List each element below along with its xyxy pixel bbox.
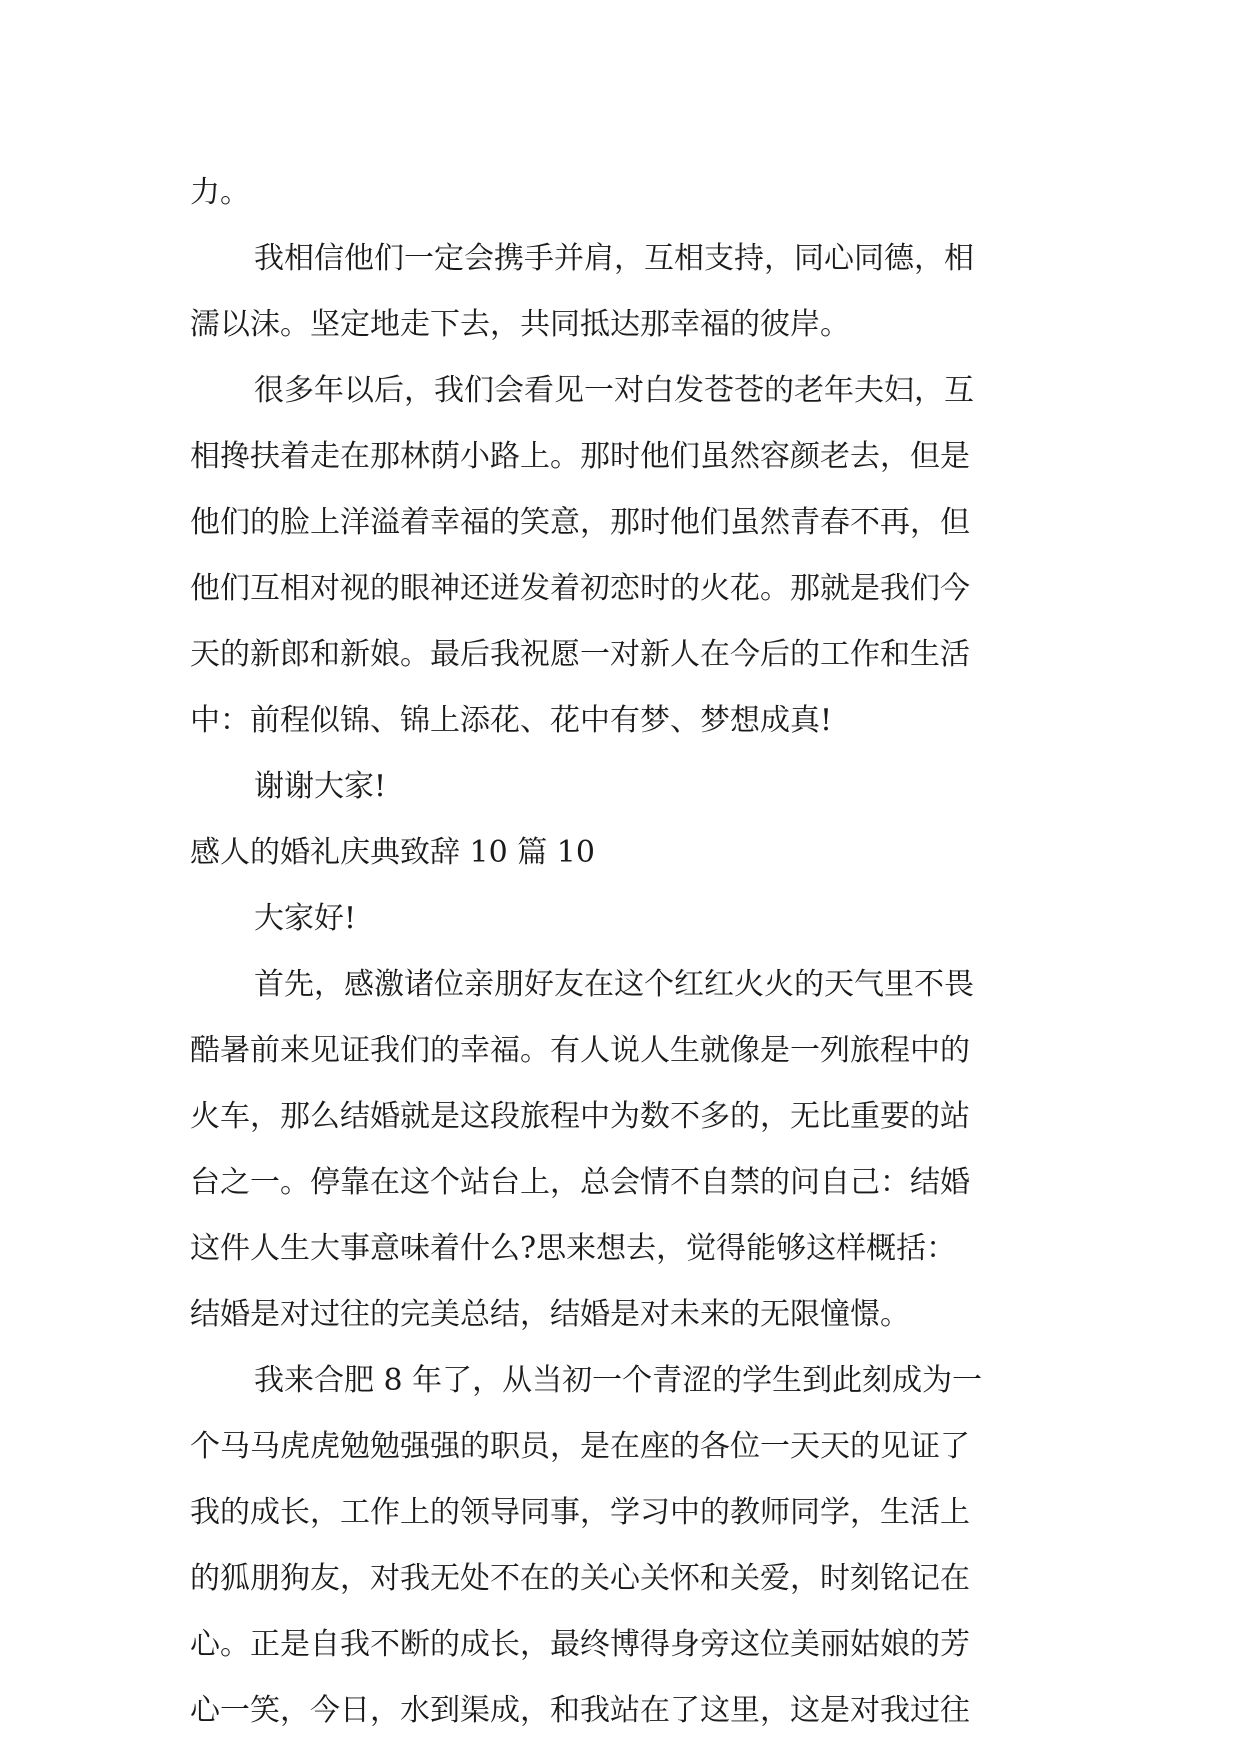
text-line: 相搀扶着走在那林荫小路上。那时他们虽然容颜老去，但是 — [190, 439, 970, 474]
text-line: 我来合肥 8 年了，从当初一个青涩的学生到此刻成为一 — [254, 1363, 983, 1398]
text-line: 中：前程似锦、锦上添花、花中有梦、梦想成真! — [190, 703, 833, 738]
text-line: 酷暑前来见证我们的幸福。有人说人生就像是一列旅程中的 — [190, 1033, 970, 1068]
paragraph-hand-in-hand — [190, 226, 1055, 358]
paragraph-many-years-later — [190, 358, 1055, 754]
text-line: 天的新郎和新娘。最后我祝愿一对新人在今后的工作和生活 — [190, 637, 970, 672]
text-line: 我相信他们一定会携手并肩，互相支持，同心同德，相 — [254, 241, 974, 276]
text-line: 首先，感激诸位亲朋好友在这个红红火火的天气里不畏 — [254, 967, 974, 1002]
text-line: 的狐朋狗友，对我无处不在的关心关怀和关爱，时刻铭记在 — [190, 1561, 970, 1596]
paragraph-greeting — [190, 886, 1055, 952]
text-line: 他们的脸上洋溢着幸福的笑意，那时他们虽然青春不再，但 — [190, 505, 970, 540]
text-line: 很多年以后，我们会看见一对白发苍苍的老年夫妇，互 — [254, 373, 974, 408]
paragraph-continuation — [190, 160, 1055, 226]
text-line: 我的成长，工作上的领导同事，学习中的教师同学，生活上 — [190, 1495, 970, 1530]
text-line: 心一笑，今日，水到渠成，和我站在了这里，这是对我过往 — [190, 1693, 970, 1728]
text-line: 结婚是对过往的完美总结，结婚是对未来的无限憧憬。 — [190, 1297, 910, 1332]
text-line: 濡以沫。坚定地走下去，共同抵达那幸福的彼岸。 — [190, 307, 850, 342]
text-line: 心。正是自我不断的成长，最终博得身旁这位美丽姑娘的芳 — [190, 1627, 970, 1662]
document-body — [190, 160, 1055, 1744]
paragraph-gratitude — [190, 952, 1055, 1348]
heading-text: 感人的婚礼庆典致辞 10 篇 10 — [190, 835, 595, 870]
section-heading — [190, 820, 1055, 886]
text-line: 个马马虎虎勉勉强强的职员，是在座的各位一天天的见证了 — [190, 1429, 970, 1464]
paragraph-hefei — [190, 1348, 1055, 1744]
text-line: 这件人生大事意味着什么?思来想去，觉得能够这样概括： — [190, 1231, 957, 1266]
paragraph-thanks — [190, 754, 1055, 820]
text-line: 台之一。停靠在这个站台上，总会情不自禁的问自己：结婚 — [190, 1165, 970, 1200]
text-line: 谢谢大家! — [254, 769, 387, 804]
text-line: 力。 — [190, 175, 250, 210]
text-line: 他们互相对视的眼神还迸发着初恋时的火花。那就是我们今 — [190, 571, 970, 606]
text-line: 大家好! — [254, 901, 357, 936]
text-line: 火车，那么结婚就是这段旅程中为数不多的，无比重要的站 — [190, 1099, 970, 1134]
